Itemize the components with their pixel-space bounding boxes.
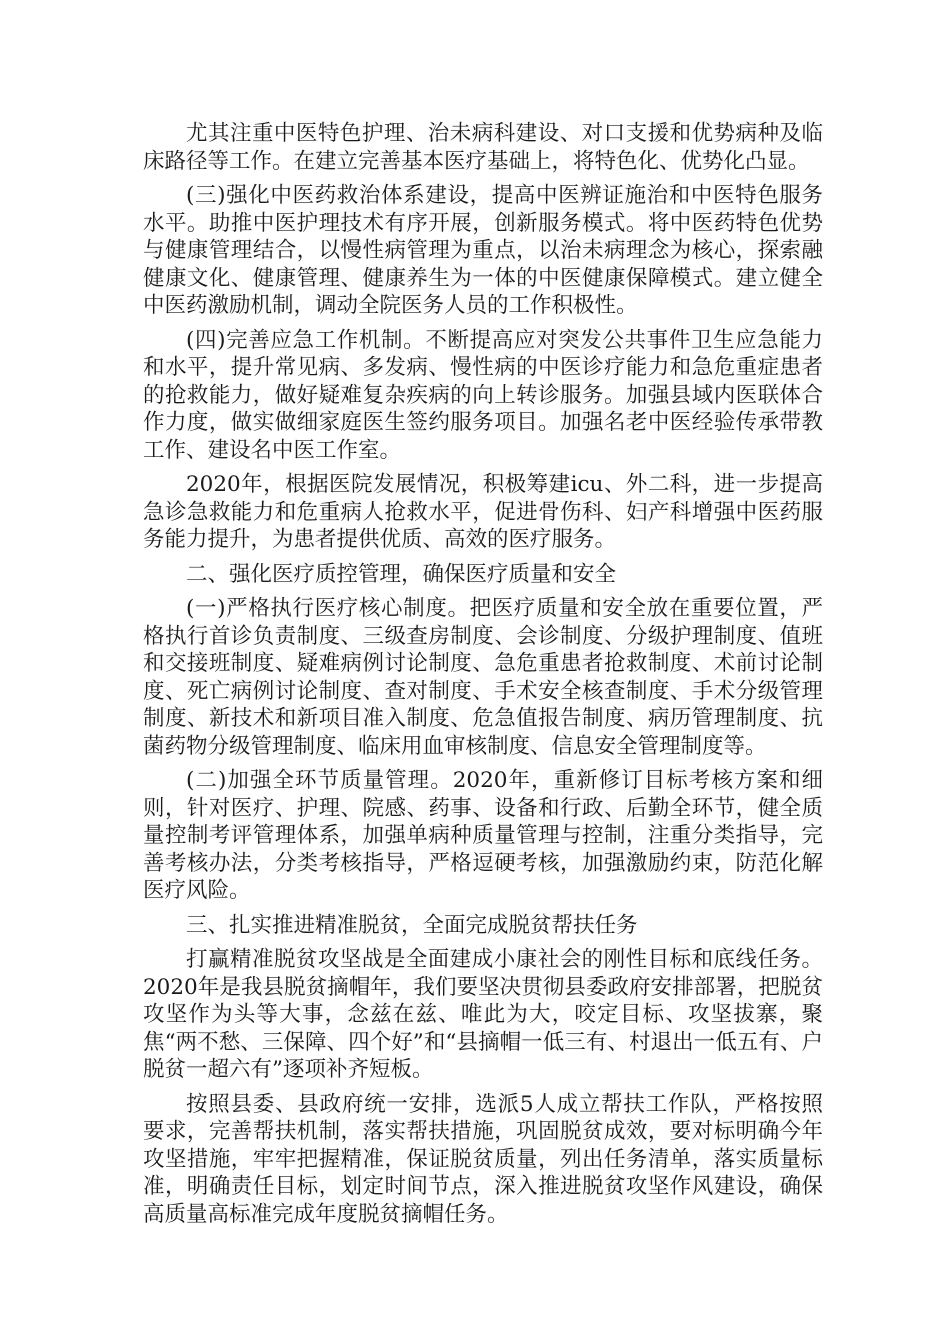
paragraph-assistance-team: 按照县委、县政府统一安排，选派5人成立帮扶工作队，严格按照要求，完善帮扶机制，落实帮扶措施，巩固脱贫成效，要对标明确今年攻坚措施，牢牢把握精准，保证脱贫质量，列出任务清单，落实质量标准，明确责任目标，划定时间节点，深入推进脱贫攻坚作风建设，确保高质量高标准完成年度脱贫摘帽任务。	[143, 1091, 823, 1227]
document-body	[143, 120, 823, 1235]
paragraph-core-systems: (一)严格执行医疗核心制度。把医疗质量和安全放在重要位置，严格执行首诊负责制度、三级查房制度、会诊制度、分级护理制度、值班和交接班制度、疑难病例讨论制度、急危重患者抢救制度、术前讨论制度、死亡病例讨论制度、查对制度、手术安全核查制度、手术分级管理制度、新技术和新项目准入制度、危急值报告制度、病历管理制度、抗菌药物分级管理制度、临床用血审核制度、信息安全管理制度等。	[143, 596, 823, 759]
paragraph-emergency-mechanism: (四)完善应急工作机制。不断提高应对突发公共事件卫生应急能力和水平，提升常见病、多发病、慢性病的中医诊疗能力和急危重症患者的抢救能力，做好疑难复杂疾病的向上转诊服务。加强县域内医联体合作力度，做实做细家庭医生签约服务项目。加强名老中医经验传承带教工作、建设名中医工作室。	[143, 327, 823, 463]
paragraph-quality-management: (二)加强全环节质量管理。2020年，重新修订目标考核方案和细则，针对医疗、护理、院感、药事、设备和行政、后勤全环节，健全质量控制考评管理体系，加强单病种质量管理与控制，注重分类指导，完善考核办法，分类考核指导，严格逗硬考核，加强激励约束，防范化解医疗风险。	[143, 768, 823, 903]
paragraph-tcm-treatment-system: (三)强化中医药救治体系建设，提高中医辨证施治和中医特色服务水平。助推中医护理技术有序开展，创新服务模式。将中医药特色优势与健康管理结合，以慢性病管理为重点，以治未病理念为核心，探索融健康文化、健康管理、健康养生为一体的中医健康保障模式。建立健全中医药激励机制，调动全院医务人员的工作积极性。	[143, 183, 823, 318]
paragraph-2020-icu-plan: 2020年，根据医院发展情况，积极筹建icu、外二科，进一步提高急诊急救能力和危重病人抢救水平，促进骨伤科、妇产科增强中医药服务能力提升，为患者提供优质、高效的医疗服务。	[143, 472, 823, 552]
paragraph-poverty-goal: 打赢精准脱贫攻坚战是全面建成小康社会的刚性目标和底线任务。2020年是我县脱贫摘帽年，我们要坚决贯彻县委政府安排部署，把脱贫攻坚作为头等大事，念兹在兹、唯此为大，咬定目标、攻坚拔寨，聚焦“两不愁、三保障、四个好”和“县摘帽一低三有、村退出一低五有、户脱贫一超六有”逐项补齐短板。	[143, 947, 823, 1082]
paragraph-specialty-nursing: 尤其注重中医特色护理、治未病科建设、对口支援和优势病种及临床路径等工作。在建立完善基本医疗基础上，将特色化、优势化凸显。	[143, 121, 823, 174]
section-heading-poverty-alleviation: 三、扎实推进精准脱贫，全面完成脱贫帮扶任务	[186, 912, 638, 938]
section-heading-quality-control: 二、强化医疗质控管理，确保医疗质量和安全	[186, 561, 617, 587]
